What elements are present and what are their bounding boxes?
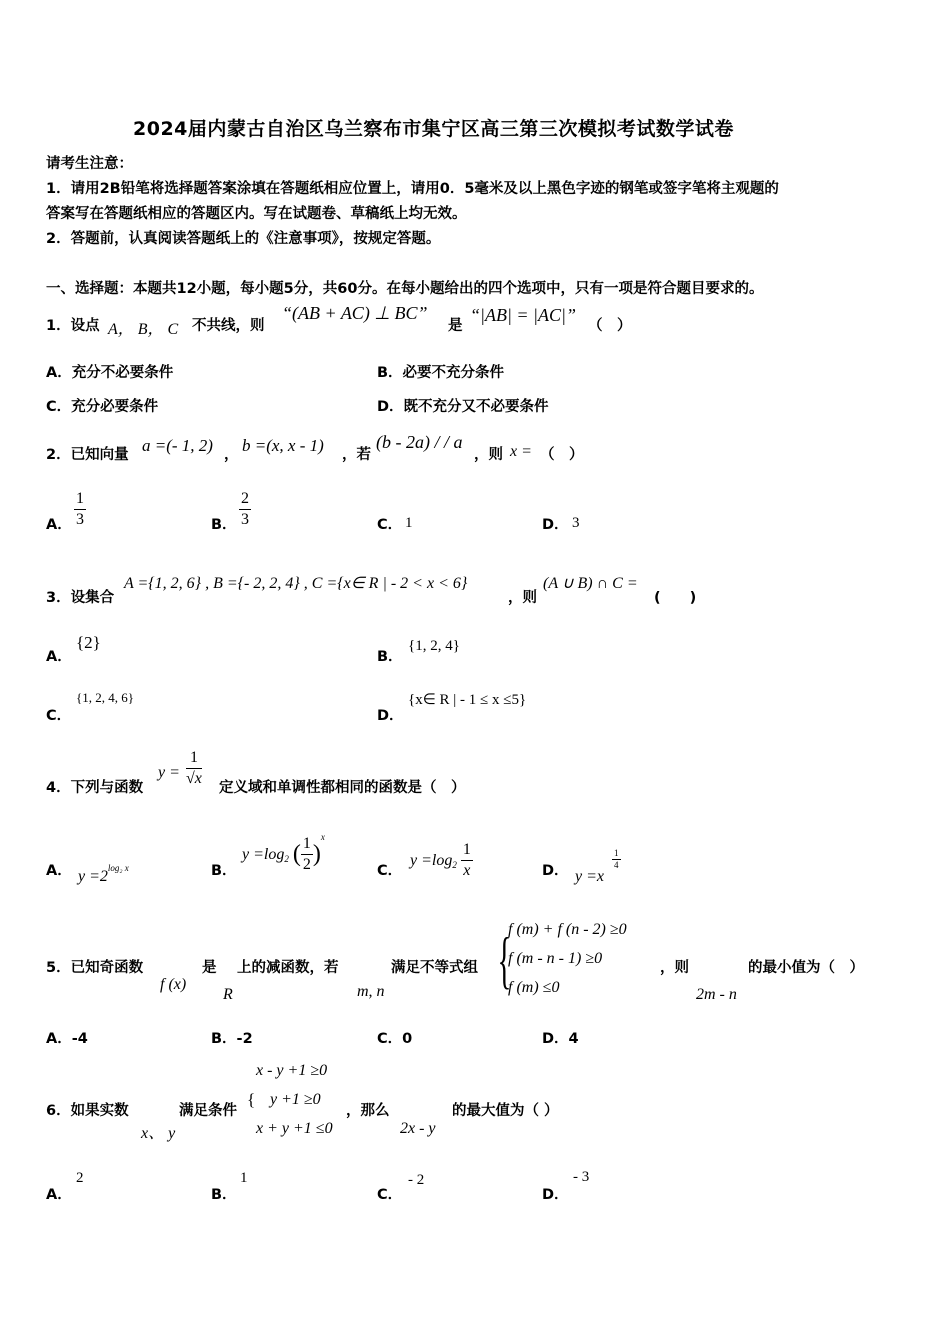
q2-stem-a: 2．已知向量 [46, 447, 129, 463]
q6-option-d-value: - 3 [573, 1169, 590, 1185]
notice-line1b: 答案写在答题纸相应的答题区内。写在试题卷、草稿纸上均无效。 [46, 206, 467, 222]
q5-domain: R [223, 986, 233, 1003]
q1-option-a: A．充分不必要条件 [46, 365, 174, 381]
q4-option-c-denominator: x [463, 862, 471, 879]
q3-option-c-value: {1, 2, 4, 6} [76, 690, 134, 705]
q6-stem-a: 6．如果实数 [46, 1103, 129, 1119]
q5-function: f (x) [160, 976, 187, 993]
q1-stem-a: 1．设点 [46, 318, 100, 334]
q3-option-d-label: D． [377, 708, 404, 724]
q5-option-d: D．4 [542, 1031, 579, 1047]
q6-option-b-value: 1 [240, 1170, 248, 1186]
q3-paren: ( ) [654, 590, 697, 606]
q6-inequality-1: x - y +1 ≥0 [256, 1062, 328, 1079]
q4-option-b-denominator: 2 [302, 856, 311, 873]
q4-option-a-label: A． [46, 863, 72, 879]
q3-stem-a: 3．设集合 [46, 590, 115, 606]
q3-expression: (A ∪ B) ∩ C = [543, 575, 638, 592]
q3-sets: A ={1, 2, 6} , B ={- 2, 2, 4} , C ={x∈ R | - 2 < x < 6} [124, 575, 468, 592]
q3-option-a-label: A． [46, 649, 72, 665]
q5-stem-c: 上的减函数，若 [237, 960, 339, 976]
q4-option-b-lparen: ( [292, 841, 301, 867]
q6-stem-d: 的最大值为（ ） [452, 1103, 559, 1119]
q5-stem-b: 是 [202, 960, 217, 976]
q5-option-a: A．-4 [46, 1031, 88, 1047]
q4-option-c-expr [410, 840, 473, 881]
q2-option-a-frac [74, 489, 86, 530]
q2-paren: （ ） [540, 447, 584, 463]
q6-left-brace: { [247, 1090, 256, 1109]
q4-option-c-base: y =log [410, 851, 453, 869]
page-title: 2024届内蒙古自治区乌兰察布市集宁区高三第三次模拟考试数学试卷 [133, 118, 734, 140]
q2-a-numerator: 1 [74, 489, 86, 510]
q2-a-denominator: 3 [76, 511, 84, 528]
q4-option-c-numerator: 1 [461, 840, 473, 861]
q2-x-eq: x = [510, 443, 532, 460]
q2-option-c-value: 1 [405, 515, 413, 531]
q6-option-d-label: D． [542, 1187, 569, 1203]
q4-numerator: 1 [186, 748, 202, 769]
q1-paren: （ ） [588, 318, 632, 334]
q3-option-c-label: C． [46, 708, 72, 724]
q5-expression: 2m - n [696, 986, 737, 1003]
q5-stem-a: 5．已知奇函数 [46, 960, 144, 976]
q6-option-a-value: 2 [76, 1170, 84, 1186]
q3-option-b-label: B． [377, 649, 403, 665]
q4-option-b-exponent: x [320, 831, 325, 842]
q6-expression: 2x - y [400, 1120, 436, 1137]
q4-fraction [186, 748, 202, 789]
q2-condition: (b - 2a) / / a [376, 432, 463, 452]
q2-option-d-value: 3 [572, 515, 580, 531]
q5-inequality-1: f (m) + f (n - 2) ≥0 [508, 921, 627, 938]
q1-option-b: B．必要不充分条件 [377, 365, 505, 381]
q5-variables: m, n [357, 983, 385, 1000]
q4-denominator: √x [186, 770, 202, 787]
q4-option-d-label: D． [542, 863, 569, 879]
q6-variables: x、 y [141, 1125, 176, 1142]
q2-option-d-label: D． [542, 517, 569, 533]
q6-option-a-label: A． [46, 1187, 72, 1203]
q1-stem-b: 不共线，则 [192, 318, 265, 334]
q6-option-b-label: B． [211, 1187, 237, 1203]
q6-inequality-3: x + y +1 ≤0 [256, 1120, 333, 1137]
q2-vector-b: b =(x, x - 1) [242, 436, 324, 455]
q6-stem-b: 满足条件 [179, 1103, 237, 1119]
q1-condition1: “(AB + AC) ⊥ BC” [282, 303, 428, 323]
q4-option-a-base: y =2 [78, 868, 108, 885]
q4-stem-b: 定义域和单调性都相同的函数是（ ） [219, 780, 466, 796]
q4-option-b-expr [242, 831, 325, 875]
q3-option-b-value: {1, 2, 4} [408, 638, 460, 654]
q2-b-denominator: 3 [241, 511, 249, 528]
q6-stem-c: ，那么 [346, 1103, 390, 1119]
q4-option-a-exponent: log₂ x [107, 863, 129, 873]
q5-stem-e: ，则 [660, 960, 689, 976]
q2-b-numerator: 2 [239, 489, 251, 510]
q4-option-c-subscript: 2 [452, 859, 457, 870]
q4-option-d-exp-denominator: 4 [614, 860, 619, 870]
q4-stem-a: 4．下列与函数 [46, 780, 144, 796]
q5-option-b: B．-2 [211, 1031, 253, 1047]
section-heading: 一、选择题：本题共12小题，每小题5分，共60分。在每小题给出的四个选项中，只有一项是符合题目要求的。 [46, 281, 764, 297]
q2-stem-b: ，若 [342, 447, 371, 463]
q1-condition2: “|AB| = |AC|” [470, 305, 576, 325]
q4-option-c-label: C． [377, 863, 403, 879]
q6-option-c-label: C． [377, 1187, 403, 1203]
q4-option-b-label: B． [211, 863, 237, 879]
q5-stem-d: 满足不等式组 [391, 960, 478, 976]
q4-option-b-subscript: 2 [284, 853, 289, 864]
q5-inequality-2: f (m - n - 1) ≥0 [508, 950, 603, 967]
q5-stem-f: 的最小值为（ ） [748, 960, 864, 976]
q2-stem-c: ，则 [474, 447, 503, 463]
notice-line2: 2．答题前，认真阅读答题纸上的《注意事项》，按规定答题。 [46, 231, 441, 247]
q2-option-c-label: C． [377, 517, 403, 533]
q1-option-c: C．充分必要条件 [46, 399, 159, 415]
notice-line1a: 1．请用2B铅笔将选择题答案涂填在答题纸相应位置上，请用0．5毫米及以上黑色字迹的钢笔或签字笔将主观题的 [46, 181, 779, 197]
q1-points: A， B， C [108, 321, 179, 338]
q2-option-b-frac [239, 489, 251, 530]
q4-option-d-base: y =x [575, 868, 604, 885]
q2-comma: ， [224, 447, 239, 463]
q3-stem-b: ，则 [508, 590, 537, 606]
q2-option-b-label: B． [211, 517, 237, 533]
q4-y-eq: y = [158, 764, 180, 781]
q5-left-brace: { [497, 924, 512, 995]
q3-option-a-value: {2} [76, 633, 101, 652]
q4-option-b-numerator: 1 [301, 834, 313, 855]
notice-heading: 请考生注意： [46, 156, 133, 172]
q3-option-d-value: {x∈ R | - 1 ≤ x ≤5} [408, 692, 527, 708]
q5-inequality-3: f (m) ≤0 [508, 979, 560, 996]
q2-option-a-label: A． [46, 517, 72, 533]
q1-stem-c: 是 [448, 318, 463, 334]
q4-option-b-rparen: ) [312, 841, 321, 867]
q4-option-b-base: y =log [242, 845, 285, 863]
q1-option-d: D．既不充分又不必要条件 [377, 399, 549, 415]
q4-option-d-exponent [612, 848, 621, 871]
q6-inequality-2: y +1 ≥0 [270, 1091, 321, 1108]
q4-option-d-exp-numerator: 1 [614, 848, 619, 858]
q6-option-c-value: - 2 [408, 1172, 425, 1188]
q2-vector-a: a =(- 1, 2) [142, 436, 213, 455]
q4-option-a-expr [78, 863, 129, 886]
q5-option-c: C．0 [377, 1031, 413, 1047]
